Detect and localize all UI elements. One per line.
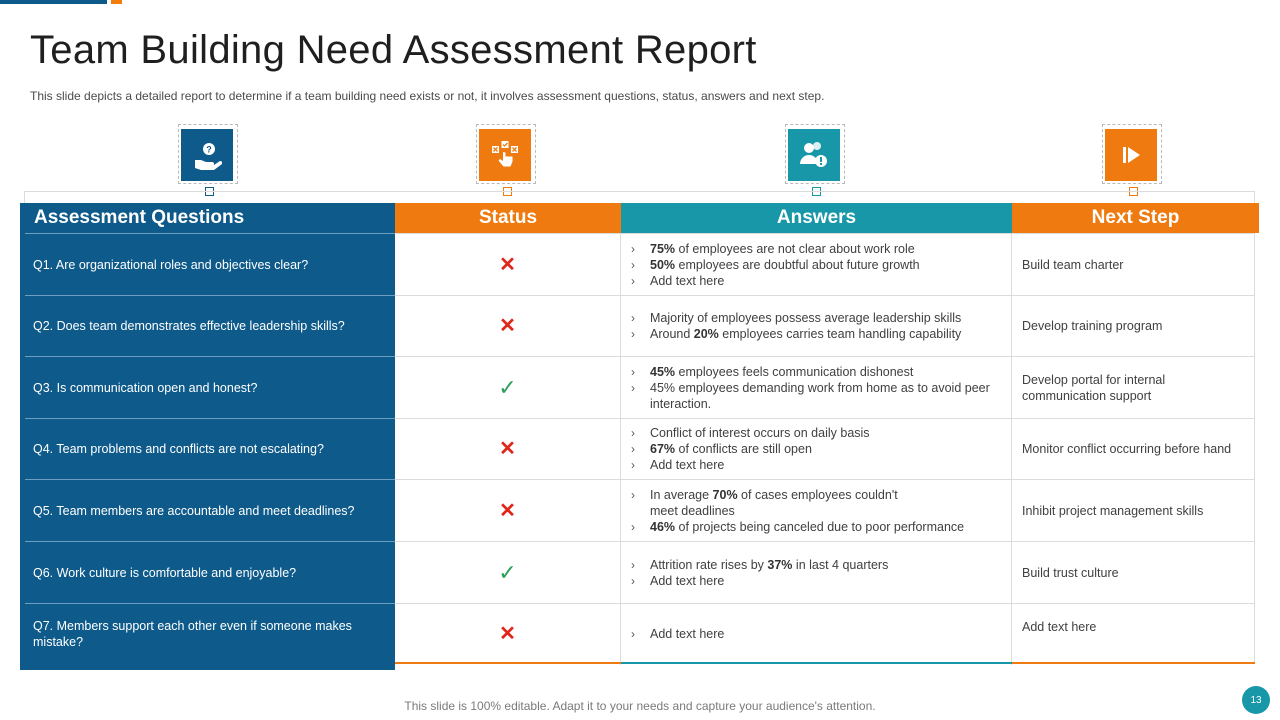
answer-text [650, 326, 1011, 342]
slide-subtitle: This slide depicts a detailed report to determine if a team building need exists or not, it involves assessment questions, status, answers and next step. [30, 89, 825, 103]
answer-text [650, 487, 1011, 503]
cross-icon: ✕ [499, 499, 516, 522]
question-cell[interactable]: Q6. Work culture is comfortable and enjoyable? [25, 541, 395, 603]
next-step-cell[interactable]: Add text here [1012, 603, 1255, 665]
table-row [25, 541, 1255, 603]
next-step-bottom-line [1012, 662, 1255, 664]
question-cell[interactable]: Q4. Team problems and conflicts are not escalating? [25, 418, 395, 480]
answer-highlight: 50% [650, 257, 676, 272]
svg-text:?: ? [206, 144, 212, 155]
chevron-right-icon: › [631, 426, 635, 441]
answer-highlight: 67% [650, 442, 676, 457]
status-cell [395, 418, 621, 480]
answers-bottom-line [621, 662, 1012, 664]
answer-text [650, 273, 1011, 289]
answer-text-part: in last 4 quarters [792, 557, 889, 572]
question-cell[interactable]: Q3. Is communication open and honest? [25, 356, 395, 418]
answer-bullet [631, 557, 1011, 573]
chevron-right-icon: › [631, 487, 635, 502]
chevron-right-icon: › [631, 458, 635, 473]
question-cell[interactable]: Q2. Does team demonstrates effective leadership skills? [25, 295, 395, 357]
answer-text-part: employees are doubtful about future growth [675, 257, 920, 272]
chevron-right-icon: › [631, 380, 635, 395]
footer-note: This slide is 100% editable. Adapt it to your needs and capture your audience's attention. [404, 699, 876, 713]
cross-icon: ✕ [499, 438, 516, 461]
answer-bullet [631, 241, 1011, 257]
chevron-right-icon: › [631, 364, 635, 379]
status-cell [395, 603, 621, 665]
answer-bullet [631, 326, 1011, 342]
cross-icon: ✕ [499, 315, 516, 338]
answer-bullet [631, 626, 1011, 642]
header-assessment-questions: Assessment Questions [34, 207, 245, 228]
answer-text-part: employees feels communication dishonest [675, 364, 914, 379]
answer-bullet [631, 487, 1011, 503]
answer-highlight: 45% [650, 364, 676, 379]
next-step-cell[interactable]: Build team charter [1012, 233, 1255, 295]
answer-bullet [631, 380, 1011, 412]
answer-text [650, 364, 1011, 380]
next-step-cell[interactable]: Build trust culture [1012, 541, 1255, 603]
answer-bullet [631, 503, 1011, 519]
answer-text [650, 441, 1011, 457]
check-icon: ✓ [498, 559, 517, 585]
top-accent-blue [0, 0, 107, 4]
answer-text-part: 45% employees demanding work from home as to avoid peer interaction. [650, 380, 990, 411]
answer-highlight: 75% [650, 241, 676, 256]
next-step-cell[interactable]: Develop portal for internal communication support [1012, 356, 1255, 418]
status-cell [395, 233, 621, 295]
answer-text-part: of projects being canceled due to poor performance [675, 519, 965, 534]
chevron-right-icon: › [631, 241, 635, 256]
header-next-step: Next Step [1012, 203, 1259, 233]
table-row [25, 418, 1255, 480]
answers-cell[interactable] [621, 479, 1012, 541]
next-step-cell[interactable]: Monitor conflict occurring before hand [1012, 418, 1255, 480]
question-cell[interactable]: Q1. Are organizational roles and objectives clear? [25, 233, 395, 295]
answer-bullet [631, 441, 1011, 457]
status-cell [395, 479, 621, 541]
answer-text-part: Majority of employees possess average leadership skills [650, 311, 962, 326]
answer-highlight: 70% [712, 487, 738, 502]
chevron-right-icon: › [631, 573, 635, 588]
answer-bullet [631, 519, 1011, 535]
answer-bullet [631, 457, 1011, 473]
chevron-right-icon: › [631, 273, 635, 288]
answers-cell[interactable] [621, 603, 1012, 665]
question-hand-icon [181, 129, 233, 181]
answer-highlight: 46% [650, 519, 676, 534]
answer-bullet [631, 273, 1011, 289]
chevron-right-icon: › [631, 519, 635, 534]
answer-bullet [631, 310, 1011, 326]
table-row [25, 479, 1255, 541]
chevron-right-icon [631, 503, 650, 519]
check-icon: ✓ [498, 374, 517, 400]
chevron-right-icon: › [631, 311, 635, 326]
answer-text-part: Around [650, 327, 694, 342]
header-answers: Answers [621, 203, 1012, 233]
play-icon [1105, 129, 1157, 181]
status-bottom-line [395, 662, 621, 664]
answer-highlight: 20% [693, 327, 719, 342]
cross-icon: ✕ [499, 623, 516, 646]
chevron-right-icon: › [631, 257, 635, 272]
answer-text-part: In average [650, 487, 713, 502]
answer-bullet [631, 573, 1011, 589]
answer-text-part: Add text here [650, 273, 725, 288]
answer-text-part: meet deadlines [650, 503, 735, 518]
answers-cell[interactable] [621, 295, 1012, 357]
table-row [25, 295, 1255, 357]
answer-text [650, 519, 1011, 535]
next-step-cell[interactable]: Inhibit project management skills [1012, 479, 1255, 541]
answer-highlight: 37% [767, 557, 793, 572]
question-cell[interactable]: Q7. Members support each other even if someone makes mistake? [25, 603, 395, 665]
answer-text-part: Conflict of interest occurs on daily basis [650, 426, 870, 441]
answer-text-part: of cases employees couldn't [737, 487, 898, 502]
page-number: 13 [1242, 686, 1270, 714]
answer-text-part: of employees are not clear about work role [675, 241, 915, 256]
status-cell [395, 295, 621, 357]
answers-cell[interactable] [621, 418, 1012, 480]
answer-text-part: of conflicts are still open [675, 442, 812, 457]
answer-text [650, 425, 1011, 441]
table-row [25, 603, 1255, 665]
answers-cell[interactable] [621, 356, 1012, 418]
decision-hand-icon [479, 129, 531, 181]
question-cell[interactable]: Q5. Team members are accountable and meet deadlines? [25, 479, 395, 541]
answer-text-part: Add text here [650, 627, 725, 642]
answer-text [650, 557, 1011, 573]
cross-icon: ✕ [499, 253, 516, 276]
table-row [25, 233, 1255, 295]
answer-text-part: Attrition rate rises by [650, 557, 768, 572]
answer-text [650, 573, 1011, 589]
answers-cell[interactable] [621, 233, 1012, 295]
chevron-right-icon: › [631, 442, 635, 457]
answer-text [650, 457, 1011, 473]
answer-text [650, 380, 1011, 412]
chevron-right-icon: › [631, 557, 635, 572]
status-cell [395, 356, 621, 418]
answer-text [650, 257, 1011, 273]
status-icon-group[interactable] [476, 124, 536, 184]
answer-text-part: Add text here [650, 458, 725, 473]
answer-bullet [631, 364, 1011, 380]
answer-text [650, 241, 1011, 257]
top-accent-orange [111, 0, 122, 4]
status-cell [395, 541, 621, 603]
chevron-right-icon: › [631, 327, 635, 342]
slide-title: Team Building Need Assessment Report [30, 28, 757, 72]
chevron-right-icon: › [631, 627, 635, 642]
next-step-cell[interactable]: Develop training program [1012, 295, 1255, 357]
answers-cell[interactable] [621, 541, 1012, 603]
answer-text [650, 503, 1011, 519]
answers-icon-group[interactable] [785, 124, 845, 184]
answer-text [650, 626, 1011, 642]
next-step-icon-group[interactable] [1102, 124, 1162, 184]
answer-text [650, 310, 1011, 326]
answer-bullet [631, 425, 1011, 441]
answer-text-part: Add text here [650, 573, 725, 588]
header-status: Status [395, 203, 621, 233]
questions-icon-group[interactable] [178, 124, 238, 184]
user-alert-icon [788, 129, 840, 181]
answer-bullet [631, 257, 1011, 273]
answer-text-part: employees carries team handling capability [718, 327, 962, 342]
table-row [25, 356, 1255, 418]
